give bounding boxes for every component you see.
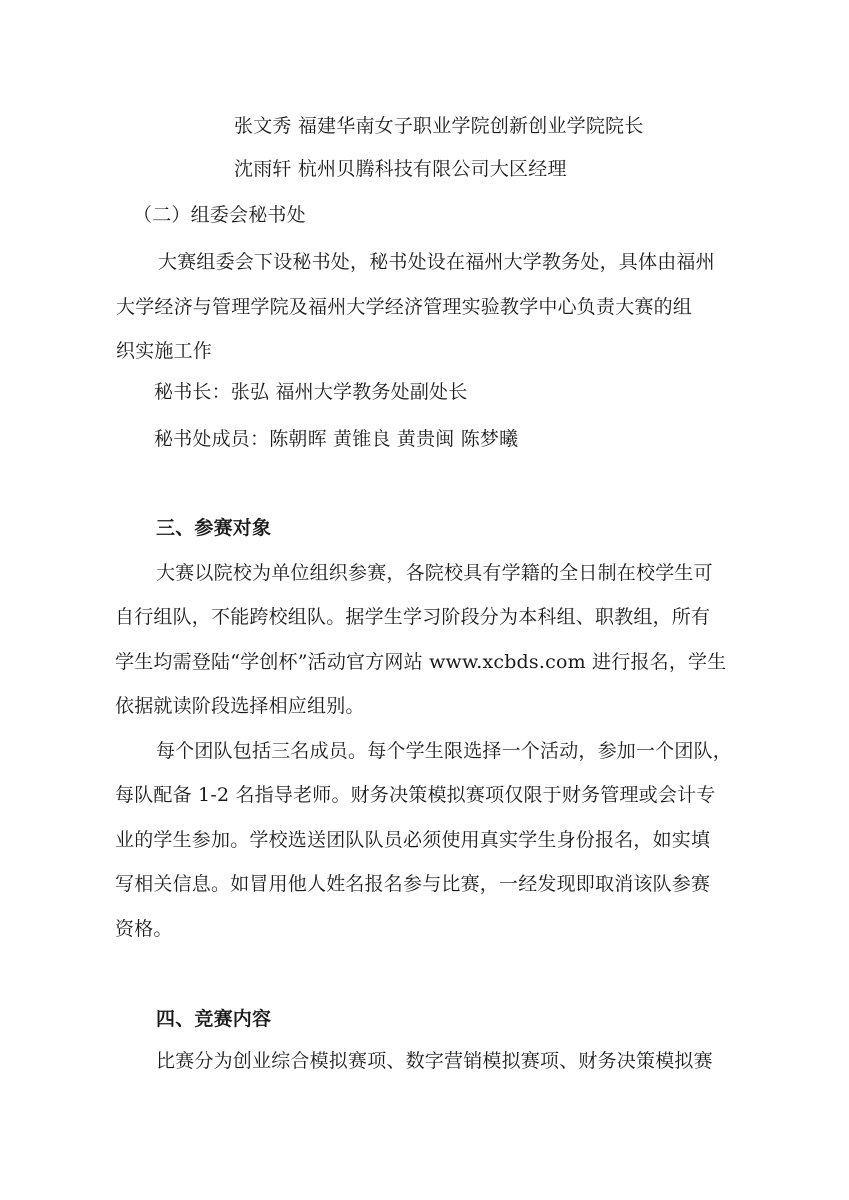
section-4-paragraph-line: 比赛分为创业综合模拟赛项、数字营销模拟赛项、财务决策模拟赛 bbox=[156, 1050, 713, 1072]
section-3-paragraph-line: 学生均需登陆“学创杯”活动官方网站 www.xcbds.com 进行报名，学生 bbox=[115, 651, 727, 673]
section-3-paragraph-line: 依据就读阶段选择相应组别。 bbox=[115, 695, 365, 717]
secretariat-members-line: 秘书处成员：陈朝晖 黄锥良 黄贵闽 陈梦曦 bbox=[154, 428, 519, 450]
section-3-paragraph-line: 每队配备 1-2 名指导老师。财务决策模拟赛项仅限于财务管理或会计专 bbox=[115, 784, 716, 806]
section-3-heading: 三、参赛对象 bbox=[156, 517, 272, 539]
section-3-paragraph-line: 自行组队，不能跨校组队。据学生学习阶段分为本科组、职教组，所有 bbox=[115, 606, 711, 628]
section-3-paragraph-line: 业的学生参加。学校选送团队队员必须使用真实学生身份报名，如实填 bbox=[115, 829, 711, 851]
section-3-paragraph-line: 资格。 bbox=[115, 918, 173, 940]
section-3-paragraph-line: 每个团队包括三名成员。每个学生限选择一个活动，参加一个团队， bbox=[156, 740, 733, 762]
secretary-general-line: 秘书长：张弘 福州大学教务处副处长 bbox=[154, 381, 468, 403]
committee-member-line: 沈雨轩 杭州贝腾科技有限公司大区经理 bbox=[234, 158, 567, 180]
section-3-paragraph-line: 大赛以院校为单位组织参赛，各院校具有学籍的全日制在校学生可 bbox=[156, 562, 713, 584]
secretariat-heading: （二）组委会秘书处 bbox=[133, 204, 306, 226]
secretariat-paragraph-line: 大学经济与管理学院及福州大学经济管理实验教学中心负责大赛的组 bbox=[116, 296, 693, 318]
secretariat-paragraph-line: 织实施工作 bbox=[116, 340, 213, 362]
section-3-paragraph-line: 写相关信息。如冒用他人姓名报名参与比赛，一经发现即取消该队参赛 bbox=[115, 873, 711, 895]
section-4-heading: 四、竞赛内容 bbox=[156, 1008, 272, 1030]
committee-member-line: 张文秀 福建华南女子职业学院创新创业学院院长 bbox=[234, 115, 644, 137]
secretariat-paragraph-line: 大赛组委会下设秘书处，秘书处设在福州大学教务处，具体由福州 bbox=[158, 251, 715, 273]
